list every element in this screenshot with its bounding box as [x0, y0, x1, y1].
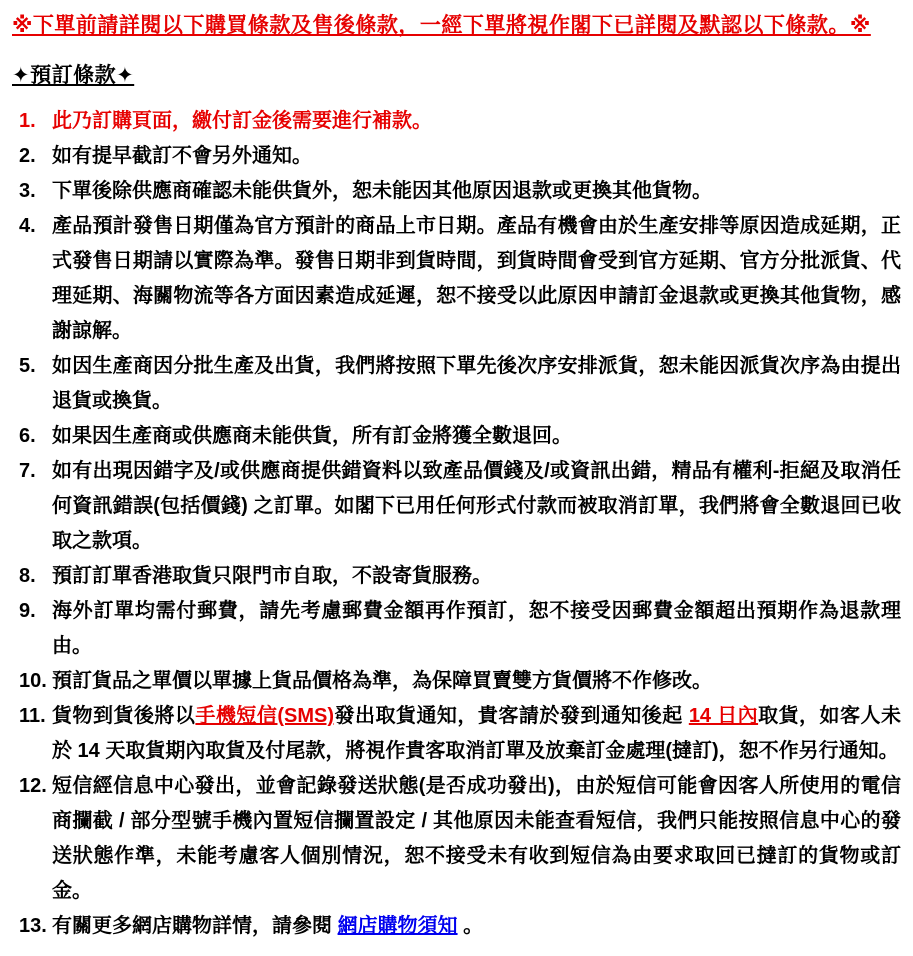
term-number: 2. — [19, 145, 36, 167]
term-text: 發出取貨通知，貴客請於發到通知後起 — [334, 705, 689, 727]
term-item — [10, 909, 901, 944]
term-number: 10. — [19, 670, 47, 692]
term-number: 7. — [19, 460, 36, 482]
term-text: 下單後除供應商確認未能供貨外，恕未能因其他原因退款或更換其他貨物。 — [52, 180, 712, 202]
term-item — [10, 139, 901, 174]
term-item — [10, 559, 901, 594]
term-text: 取貨，如客人未於 14 天取貨期內取貨及付尾款，將視作貴客取消訂單及放棄訂金處理(撻訂)，恕不作另行通知。 — [52, 705, 901, 762]
term-item — [10, 769, 901, 909]
term-item — [10, 104, 901, 139]
term-item — [10, 174, 901, 209]
term-text: 。 — [457, 915, 484, 937]
highlighted-term-text: 14 日內 — [688, 705, 759, 727]
term-text: 產品預計發售日期僅為官方預計的商品上市日期。產品有機會由於生產安排等原因造成延期，正式發售日期請以實際為準。發售日期非到貨時間，到貨時間會受到官方延期、官方分批派貨、代理延期、海關物流等各方面因素造成延遲，恕不接受以此原因申請訂金退款或更換其他貨物，感謝諒解。 — [52, 215, 901, 342]
term-number: 8. — [19, 565, 36, 587]
preorder-terms-title-row — [12, 62, 901, 90]
term-number: 9. — [19, 600, 36, 622]
term-text: 海外訂單均需付郵費，請先考慮郵費金額再作預訂，恕不接受因郵費金額超出預期作為退款理由。 — [52, 600, 901, 657]
term-text: 貨物到貨後將以 — [52, 705, 196, 727]
highlighted-term-text: 手機短信(SMS) — [195, 705, 335, 727]
term-number: 6. — [19, 425, 36, 447]
term-number: 12. — [19, 775, 47, 797]
store-shopping-notice-link[interactable]: 網店購物須知 — [337, 915, 458, 937]
term-number: 4. — [19, 215, 36, 237]
term-text: 如有出現因錯字及/或供應商提供錯資料以致產品價錢及/或資訊出錯，精品有權利-拒絕及取消任何資訊錯誤(包括價錢) 之訂單。如閣下已用任何形式付款而被取消訂單，我們將會全數退回已收取之款項。 — [52, 460, 901, 552]
term-number: 5. — [19, 355, 36, 377]
term-text: 如果因生產商或供應商未能供貨，所有訂金將獲全數退回。 — [52, 425, 572, 447]
term-text: 短信經信息中心發出，並會記錄發送狀態(是否成功發出)，由於短信可能會因客人所使用的電信商攔截 / 部分型號手機內置短信攔置設定 / 其他原因未能查看短信，我們只能按照信息中心的發送狀態作準，未能考慮客人個別情況，恕不接受未有收到短信為由要求取回已撻訂的貨物或訂金。 — [52, 775, 901, 902]
term-item — [10, 594, 901, 664]
preorder-terms-title: ✦預訂條款✦ — [12, 64, 135, 87]
term-item — [10, 454, 901, 559]
term-number: 11. — [19, 705, 46, 727]
term-number: 1. — [19, 110, 36, 132]
term-number: 13. — [19, 915, 47, 937]
purchase-terms-notice-text: ※下單前請詳閱以下購買條款及售後條款，一經下單將視作閣下已詳閱及默認以下條款。※ — [12, 14, 871, 37]
terms-list — [10, 104, 901, 944]
term-text: 預訂訂單香港取貨只限門市自取，不設寄貨服務。 — [52, 565, 492, 587]
term-text: 如有提早截訂不會另外通知。 — [52, 145, 312, 167]
term-item — [10, 664, 901, 699]
term-text: 預訂貨品之單價以單據上貨品價格為準，為保障買賣雙方貨價將不作修改。 — [52, 670, 712, 692]
term-text: 如因生產商因分批生產及出貨，我們將按照下單先後次序安排派貨，恕未能因派貨次序為由提出退貨或換貨。 — [52, 355, 901, 412]
term-item — [10, 699, 901, 769]
term-item — [10, 419, 901, 454]
term-item — [10, 349, 901, 419]
term-number: 3. — [19, 180, 36, 202]
term-text: 有關更多網店購物詳情，請參閱 — [52, 915, 338, 937]
purchase-terms-header — [12, 12, 901, 40]
term-text: 此乃訂購頁面，繳付訂金後需要進行補款。 — [52, 110, 432, 132]
term-item — [10, 209, 901, 349]
